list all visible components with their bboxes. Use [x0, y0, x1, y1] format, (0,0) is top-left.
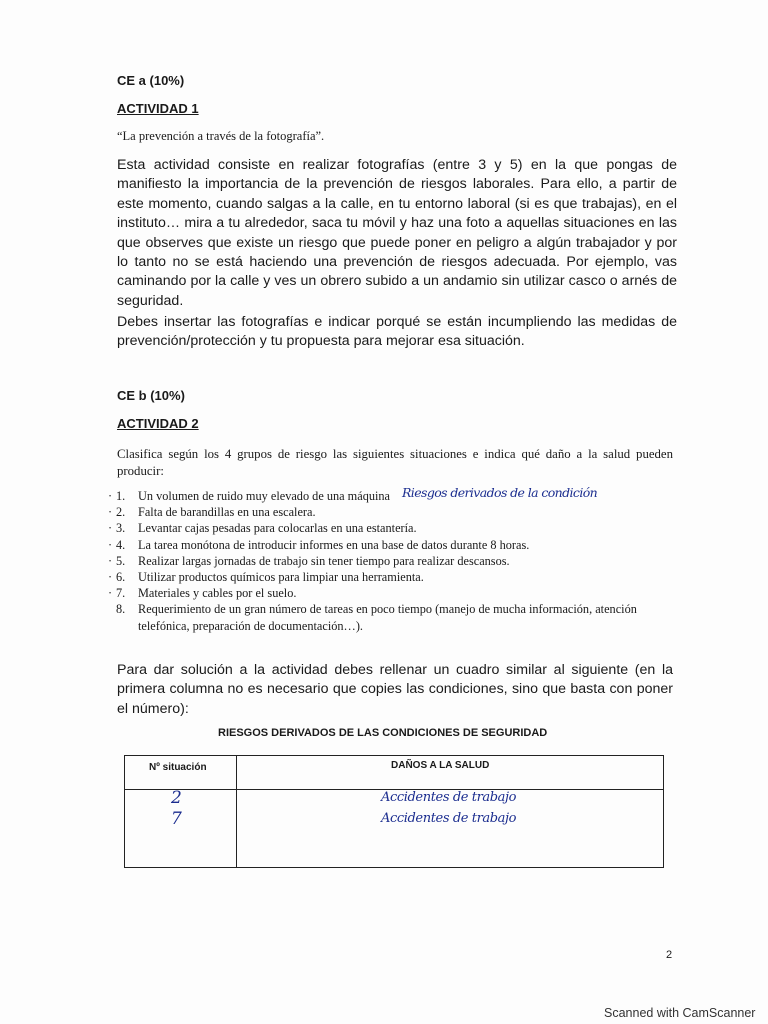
- ce-a-heading: CE a (10%): [117, 73, 185, 88]
- list-item: · 1. Un volumen de ruido muy elevado de una máquina: [108, 489, 391, 503]
- page-number: 2: [666, 949, 673, 961]
- activity-2-heading: ACTIVIDAD 2: [117, 416, 199, 431]
- handwritten-annotation-item-1: Riesgos derivados de la condición: [402, 485, 598, 500]
- list-item: · 2. Falta de barandillas en una escalera.: [108, 505, 316, 520]
- ce-b-heading: CE b (10%): [117, 388, 185, 403]
- activity-1-quote: “La prevención a través de la fotografía”.: [117, 129, 325, 143]
- list-item: 8. Requerimiento de un gran número de tareas en poco tiempo (manejo de mucha información, atención telefónica, preparación de documentación…).: [116, 602, 637, 633]
- scanner-footer: Scanned with CamScanner: [604, 1006, 756, 1020]
- table-column-divider: [236, 756, 237, 867]
- situations-list: [108, 488, 678, 634]
- list-item: · 7. Materiales y cables por el suelo.: [108, 586, 297, 601]
- activity-2-instructions: Para dar solución a la actividad debes rellenar un cuadro similar al siguiente (en la primera columna no es necesario que copies las condiciones, sino que basta con poner el número):: [117, 662, 673, 717]
- list-item: · 6. Utilizar productos químicos para limpiar una herramienta.: [108, 570, 424, 585]
- table-row-1-damage: Accidentes de trabajo: [381, 790, 517, 805]
- risk-table: [124, 755, 664, 868]
- list-item: · 5. Realizar largas jornadas de trabajo sin tener tiempo para realizar descansos.: [108, 553, 510, 568]
- activity-1-heading: ACTIVIDAD 1: [117, 101, 199, 116]
- activity-1-paragraph: Esta actividad consiste en realizar fotografías (entre 3 y 5) en la que pongas de manifiesto la importancia de la prevención de riesgos laborales. Para ello, a partir de este momento, cuando salgas a la calle, en tu entorno laboral (si es que trabajas), en el instituto… mira a tu alrededor, saca tu móvil y haz una foto a aquellas situaciones en las que observes que existe un riesgo que puede poner en peligro a algún trabajador y por lo tanto no se está haciendo una prevención de riesgos adecuada. Por ejemplo, vas caminando por la calle y ves un obrero subido a un andamio sin utilizar casco o arnés de seguridad.: [117, 157, 677, 309]
- table-row-2-number: 7: [171, 809, 182, 829]
- list-item: · 4. La tarea monótona de introducir informes en una base de datos durante 8 horas.: [108, 537, 530, 552]
- activity-2-intro: Clasifica según los 4 grupos de riesgo las siguientes situaciones e indica qué daño a la salud pueden producir:: [117, 447, 673, 478]
- table-row-1-number: 2: [171, 788, 182, 808]
- activity-1-paragraph-2: Debes insertar las fotografías e indicar porqué se están incumpliendo las medidas de prevención/protección y tu propuesta para mejorar esa situación.: [117, 314, 677, 350]
- table-col1-header: Nº situación: [149, 762, 207, 773]
- table-title: RIESGOS DERIVADOS DE LAS CONDICIONES DE SEGURIDAD: [218, 727, 548, 739]
- list-item: · 3. Levantar cajas pesadas para colocarlas en una estantería.: [108, 521, 417, 536]
- table-col2-header: DAÑOS A LA SALUD: [391, 760, 490, 771]
- table-row-2-damage: Accidentes de trabajo: [381, 811, 517, 826]
